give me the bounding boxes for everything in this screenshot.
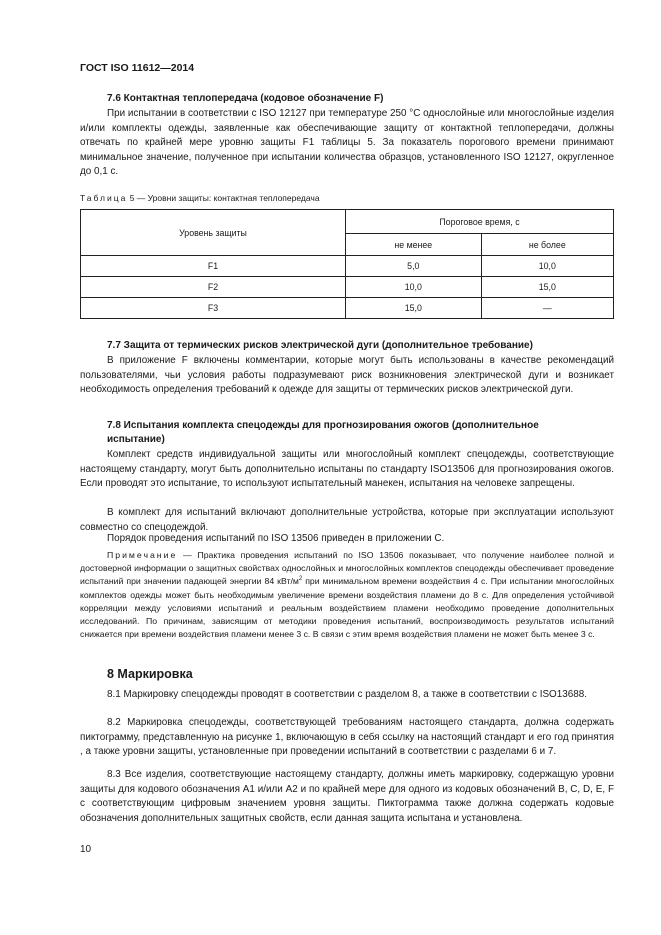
section-7-8-heading bbox=[107, 419, 607, 447]
table-caption-text: 5 — Уровни защиты: контактная теплопередача bbox=[129, 193, 320, 203]
section-8-2-text: 8.2 Маркировка спецодежды, соответствующей требованиям настоящего стандарта, должна содержать пиктограмму, представленную на рисунке 1, включающую в себя ссылку на настоящий стандарт и его год принятия , а также уровни защиты, установленные при проведении испытаний в соответствии с разделами 6 и 7. bbox=[80, 717, 614, 757]
table-row bbox=[81, 298, 614, 319]
table-caption-label: Таблица bbox=[80, 193, 128, 203]
col-header-level: Уровень защиты bbox=[81, 210, 346, 256]
row-min: 5,0 bbox=[346, 256, 482, 277]
col-header-max: не более bbox=[481, 234, 613, 256]
section-7-6-text: При испытании в соответствии с ISO 12127 при температуре 250 °С однослойные или многослойные изделия и/или комплекты одежды, заявленные как обеспечивающие защиту от контактной теплопередачи, должны отвечать по крайней мере уровню защиты F1 таблицы 5. За показатель порогового времени принимают минимальное значение, полученное при испытании количества образцов, установленного ISO 12127, округленное до 0,1 с. bbox=[80, 108, 614, 177]
section-8-heading: 8 Маркировка bbox=[107, 667, 193, 681]
row-level: F3 bbox=[81, 298, 346, 319]
section-7-8-paragraph-2 bbox=[80, 506, 614, 535]
section-8-2-paragraph bbox=[80, 716, 614, 760]
note-text-a: — Практика проведения испытаний по ISO 13506 показывает, что получение наиболее полной и достоверной информации о защитных свойствах однослойных и многослойных комплектов спецодежды обеспечивает проведение испытаний при значении падающей энергии 84 кВт/м bbox=[80, 550, 614, 587]
section-7-8-text-2: В комплект для испытаний включают дополнительные устройства, которые при эксплуатации используют совместно со спецодеждой. bbox=[80, 507, 614, 533]
section-7-7-heading: 7.7 Защита от термических рисков электрической дуги (дополнительное требование) bbox=[107, 340, 533, 351]
col-header-time: Пороговое время, с bbox=[346, 210, 614, 234]
row-min: 10,0 bbox=[346, 277, 482, 298]
row-max: 10,0 bbox=[481, 256, 613, 277]
section-7-8-paragraph-3 bbox=[80, 532, 614, 547]
section-7-8-text-1: Комплект средств индивидуальной защиты или многослойный комплект спецодежды, соответствующие настоящему стандарту, могут быть дополнительно испытаны по стандарту ISO13506 для прогнозирования ожогов. Если проводят это испытание, то используют испытательный манекен, испытания на человеке запрещены. bbox=[80, 449, 614, 489]
row-level: F1 bbox=[81, 256, 346, 277]
heading-line-1: 7.8 Испытания комплекта спецодежды для прогнозирования ожогов (дополнительное bbox=[107, 420, 539, 431]
section-7-6-paragraph bbox=[80, 107, 614, 180]
note-superscript: 2 bbox=[298, 576, 303, 583]
note-label: Примечание bbox=[107, 550, 178, 560]
section-7-7-paragraph bbox=[80, 354, 614, 398]
row-max: — bbox=[481, 298, 613, 319]
table-row bbox=[81, 277, 614, 298]
row-max: 15,0 bbox=[481, 277, 613, 298]
table-5 bbox=[80, 209, 614, 319]
section-8-3-paragraph bbox=[80, 768, 614, 826]
table-5-caption bbox=[80, 193, 320, 203]
section-8-1-text: 8.1 Маркировку спецодежды проводят в соответствии с разделом 8, а также в соответствии с ISO13688. bbox=[107, 689, 587, 700]
row-level: F2 bbox=[81, 277, 346, 298]
note-block bbox=[80, 549, 614, 641]
document-header: ГОСТ ISO 11612—2014 bbox=[80, 62, 195, 74]
heading-line-2: испытание) bbox=[107, 434, 165, 445]
note-text-b: при минимальном времени воздействия 4 с. При испытании многослойных комплектов одежды может быть необходимым увеличение времени воздействия пламени до 8 с. Для определения устойчивой корреляции между условиями испытаний и реальным воздействием пламени необходимо проведение дополнительных исследований. По причинам, зависящим от методики проведения испытаний, воспроизводимость результатов испытаний снижается при времени воздействия пламени менее 3 с. В связи с этим время воздействия пламени не может быть менее 3 с. bbox=[80, 576, 615, 640]
section-8-3-text: 8.3 Все изделия, соответствующие настоящему стандарту, должны иметь маркировку, содержащую уровни защиты для кодового обозначения А1 и/или А2 и по крайней мере для одного из кодовых обозначений B, C, D, E, F с соответствующим цифровым значением уровня защиты. Пиктограмма также должна содержать кодовые обозначения дополнительных защитных свойств, если данная защита испытана и установлена. bbox=[80, 769, 614, 824]
section-8-1-paragraph bbox=[80, 688, 614, 703]
section-7-7-text: В приложение F включены комментарии, которые могут быть использованы в качестве рекомендаций пользователями, чьи условия работы подразумевают риск возникновения электрической дуги и возникает необходимость определения требований к одежде для защиты от термических рисков электрической дуги. bbox=[80, 355, 614, 395]
row-min: 15,0 bbox=[346, 298, 482, 319]
section-7-8-paragraph-1 bbox=[80, 448, 614, 492]
table-row bbox=[81, 256, 614, 277]
col-header-min: не менее bbox=[346, 234, 482, 256]
page-number: 10 bbox=[80, 844, 92, 855]
section-7-6-heading: 7.6 Контактная теплопередача (кодовое обозначение F) bbox=[107, 93, 384, 104]
section-7-8-text-3: Порядок проведения испытаний по ISO 13506 приведен в приложении С. bbox=[107, 533, 445, 544]
